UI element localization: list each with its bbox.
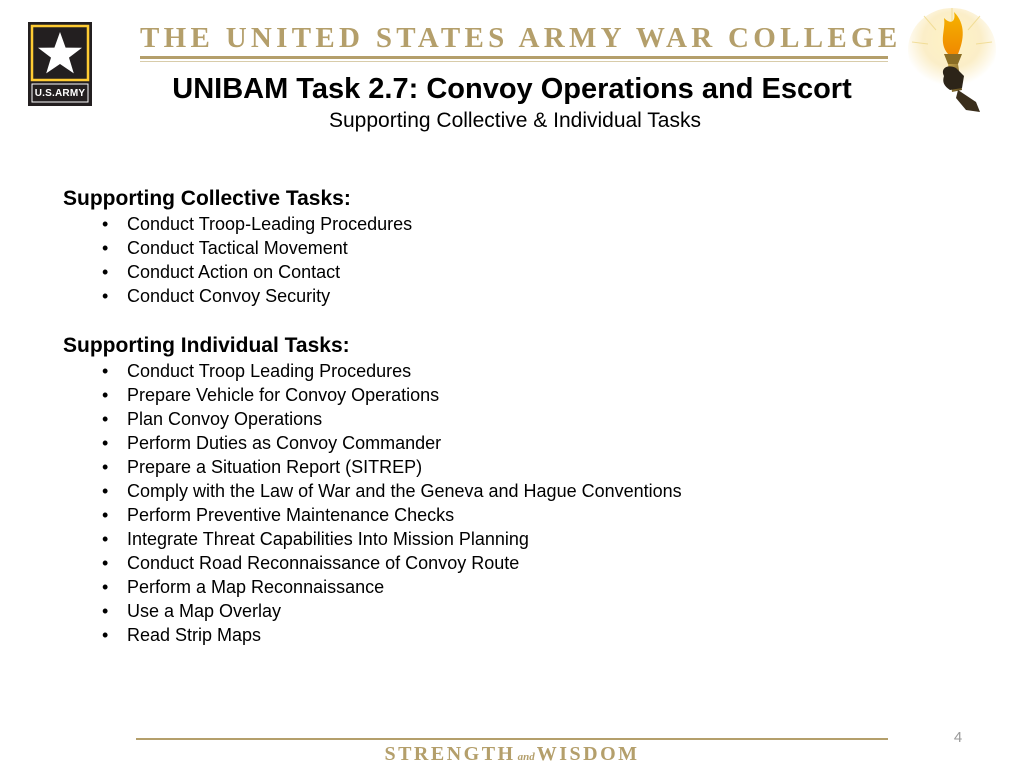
logo-text: U.S.ARMY: [34, 88, 86, 99]
list-item: • Prepare Vehicle for Convoy Operations: [100, 383, 682, 407]
college-name: THE UNITED STATES ARMY WAR COLLEGE: [140, 22, 902, 54]
list-item: • Comply with the Law of War and the Geneva and Hague Conventions: [100, 479, 682, 503]
list-item: • Conduct Tactical Movement: [100, 236, 412, 260]
header-divider: [140, 56, 888, 59]
slide-subtitle: Supporting Collective & Individual Tasks: [329, 109, 701, 132]
motto-strength: STRENGTH: [384, 743, 516, 765]
list-item: • Perform Duties as Convoy Commander: [100, 431, 682, 455]
footer-motto: [0, 742, 1024, 769]
slide-title-text: UNIBAM Task 2.7: Convoy Operations and Escort: [172, 73, 852, 105]
list-item: • Prepare a Situation Report (SITREP): [100, 455, 682, 479]
motto-and: and: [517, 751, 535, 763]
footer-divider: [136, 738, 888, 740]
list-item: • Conduct Troop-Leading Procedures: [100, 212, 412, 236]
collective-tasks-heading: Supporting Collective Tasks:: [63, 187, 351, 210]
individual-tasks-list: [100, 359, 682, 647]
list-item: • Read Strip Maps: [100, 623, 682, 647]
slide-title: [0, 72, 1024, 106]
header-divider-thin: [140, 61, 888, 62]
list-item: • Conduct Road Reconnaissance of Convoy Route: [100, 551, 682, 575]
list-item: • Plan Convoy Operations: [100, 407, 682, 431]
list-item: • Perform Preventive Maintenance Checks: [100, 503, 682, 527]
collective-tasks-list: [100, 212, 412, 308]
list-item: • Integrate Threat Capabilities Into Mission Planning: [100, 527, 682, 551]
motto-wisdom: WISDOM: [536, 743, 640, 765]
list-item: • Use a Map Overlay: [100, 599, 682, 623]
list-item: • Perform a Map Reconnaissance: [100, 575, 682, 599]
page-number: 4: [953, 729, 963, 746]
list-item: • Conduct Action on Contact: [100, 260, 412, 284]
individual-tasks-heading: Supporting Individual Tasks:: [63, 334, 350, 357]
list-item: • Conduct Convoy Security: [100, 284, 412, 308]
list-item: • Conduct Troop Leading Procedures: [100, 359, 682, 383]
